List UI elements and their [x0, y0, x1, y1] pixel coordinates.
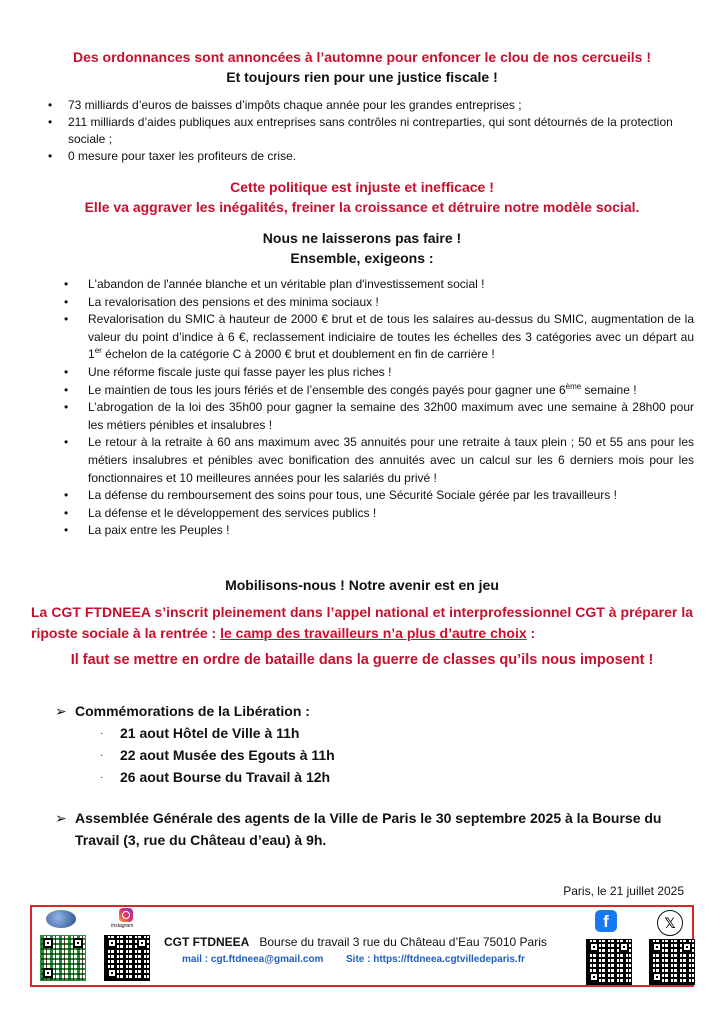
- list-item: • 211 milliards d’aides publiques aux entreprises sans contrôles ni contreparties, qui sont détournés de la protection sociale ;: [40, 114, 694, 148]
- qr-code-icon[interactable]: [649, 939, 695, 985]
- list-item: • Revalorisation du SMIC à hauteur de 2000 € brut et de tous les salaires au-dessus du SMIC, augmentation de la valeur du point d’indice à 6 €, reclassement indiciaire de toutes les échelles des 3 catégories avec un départ au 1er échelon de la catégorie C à 2000 € brut et doublement en fin de carrière !: [60, 311, 694, 364]
- event-item: · 22 aout Musée des Egouts à 11h: [100, 744, 335, 767]
- mobilize-line: Mobilisons-nous ! Notre avenir est en jeu: [225, 577, 499, 593]
- sub-headline: Et toujours rien pour une justice fiscale !: [226, 69, 498, 85]
- facebook-icon[interactable]: f: [595, 910, 617, 932]
- qr-code-icon[interactable]: [40, 935, 86, 981]
- footer-contact-line: CGT FTDNEEA Bourse du travail 3 rue du Château d’Eau 75010 Paris: [164, 935, 547, 949]
- qr-code-icon[interactable]: [104, 935, 150, 981]
- demand-line-1: Nous ne laisserons pas faire !: [262, 230, 462, 246]
- list-item: • L'abandon de l'année blanche et un véritable plan d'investissement social !: [60, 276, 694, 294]
- logo-icon: [46, 910, 76, 928]
- facts-list: [40, 97, 694, 165]
- demands-list: [60, 276, 694, 540]
- list-item: • La défense et le développement des services publics !: [60, 505, 694, 523]
- qr-code-icon[interactable]: [586, 939, 632, 985]
- cgt-paragraph: La CGT FTDNEEA s’inscrit pleinement dans l’appel national et interprofessionnel CGT à préparer la riposte sociale à la rentrée : le camp des travailleurs n’a plus d’autre choix :: [31, 604, 693, 641]
- footer-box: [30, 905, 694, 987]
- main-headline: Des ordonnances sont annoncées à l’automne pour enfoncer le clou de nos cercueils !: [72, 49, 652, 65]
- dot-bullet-icon: ·: [100, 750, 104, 762]
- policy-line-2: Elle va aggraver les inégalités, freiner la croissance et détruire notre modèle social.: [84, 199, 640, 215]
- dot-bullet-icon: ·: [100, 772, 104, 784]
- dot-bullet-icon: ·: [100, 728, 104, 740]
- list-item: • L’abrogation de la loi des 35h00 pour gagner la semaine des 32h00 maximum avec une semaine à 28h00 pour les métiers pénibles et insalubres !: [60, 399, 694, 434]
- policy-line-1: Cette politique est injuste et inefficace !: [230, 179, 494, 195]
- events-heading: ➢ Commémorations de la Libération :: [55, 700, 310, 722]
- list-item: • Le maintien de tous les jours fériés et de l’ensemble des congés payés pour gagner une 6ème semaine !: [60, 382, 694, 400]
- list-item: • La défense du remboursement des soins pour tous, une Sécurité Sociale gérée par les travailleurs !: [60, 487, 694, 505]
- assembly-notice: ➢ Assemblée Générale des agents de la Ville de Paris le 30 septembre 2025 à la Bourse du Travail (3, rue du Château d’eau) à 9h.: [55, 807, 684, 851]
- instagram-caption: Instagram: [111, 923, 134, 929]
- list-item: • La revalorisation des pensions et des minima sociaux !: [60, 294, 694, 312]
- list-item: • Une réforme fiscale juste qui fasse payer les plus riches !: [60, 364, 694, 382]
- list-item: • 73 milliards d’euros de baisses d’impôts chaque année pour les grandes entreprises ;: [40, 97, 694, 114]
- footer-site[interactable]: Site : https://ftdneea.cgtvilledeparis.fr: [346, 954, 525, 965]
- demand-line-2: Ensemble, exigeons :: [290, 250, 434, 266]
- list-item: • 0 mesure pour taxer les profiteurs de crise.: [40, 148, 694, 165]
- arrow-bullet-icon: ➢: [55, 703, 67, 719]
- footer-mail[interactable]: mail : cgt.ftdneea@gmail.com: [182, 954, 324, 965]
- battle-line: Il faut se mettre en ordre de bataille dans la guerre de classes qu’ils nous imposent !: [70, 652, 654, 668]
- instagram-icon[interactable]: [119, 908, 133, 922]
- list-item: • Le retour à la retraite à 60 ans maximum avec 35 annuités pour une retraite à taux plein ; 50 et 55 ans pour les métiers insalubres et pénibles avec bonification des annuités avec un calcul sur les 6 derniers mois pour les fonctionnaires et 10 meilleures années pour les salariés du privé !: [60, 434, 694, 487]
- date-line: Paris, le 21 juillet 2025: [563, 884, 684, 898]
- list-item: • La paix entre les Peuples !: [60, 522, 694, 540]
- event-item: · 26 aout Bourse du Travail à 12h: [100, 766, 330, 789]
- event-item: · 21 aout Hôtel de Ville à 11h: [100, 722, 299, 745]
- x-icon[interactable]: 𝕏: [657, 910, 683, 936]
- arrow-bullet-icon: ➢: [55, 810, 67, 826]
